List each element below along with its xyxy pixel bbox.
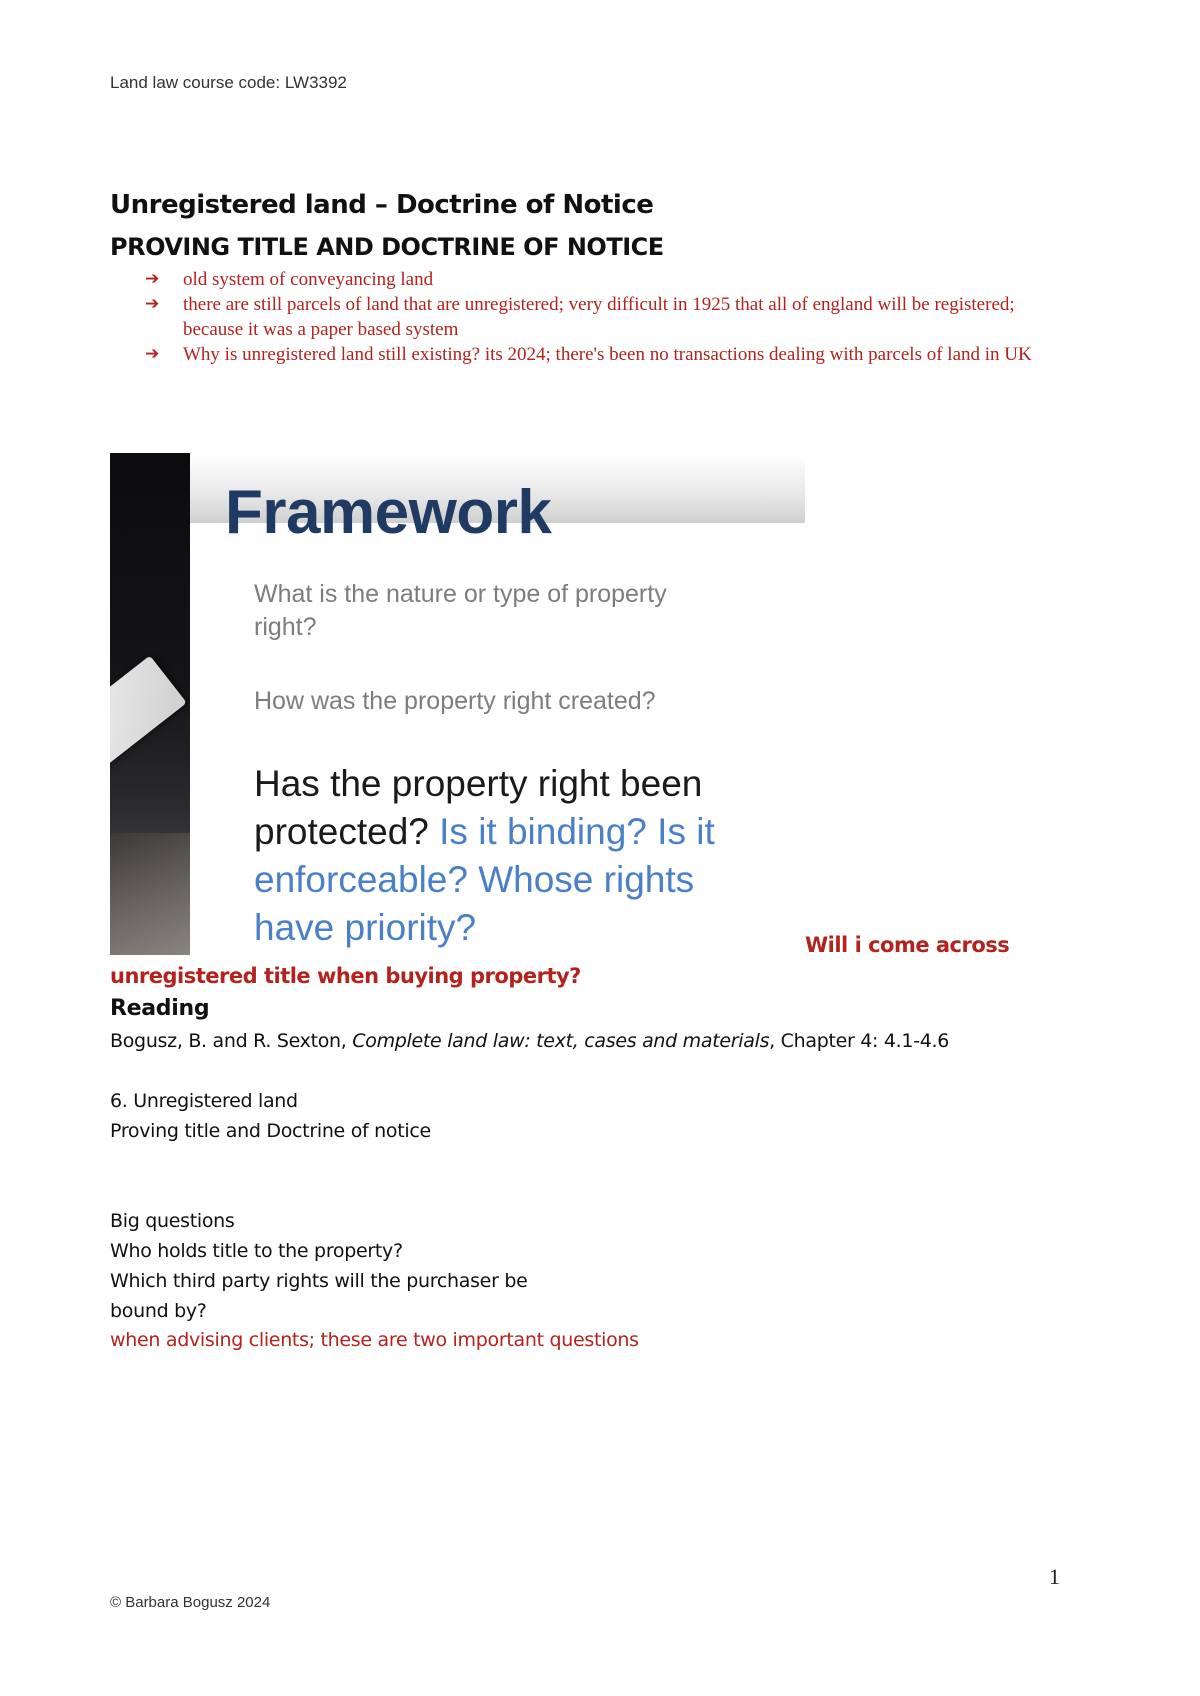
slide-question-protection-highlight: Is it binding? Is it enforceable? Whose rights have priority? (254, 811, 715, 948)
course-header: Land law course code: LW3392 (110, 73, 347, 92)
notes-list (145, 267, 1075, 367)
right-arrow-icon: ➔ (145, 344, 160, 364)
slide-title: Framework (225, 478, 552, 547)
fabric-shape (110, 833, 190, 955)
page-number: 1 (1049, 1564, 1060, 1589)
list-item-text: old system of conveyancing land (183, 269, 434, 290)
big-question-rights: Which third party rights will the purchaser be (110, 1270, 528, 1292)
book-shape (110, 655, 187, 770)
advice-note: when advising clients; these are two important questions (110, 1329, 639, 1351)
framework-slide-image (110, 453, 805, 955)
annotation-note-end: unregistered title when buying property? (110, 964, 581, 988)
slide-question-protection (254, 760, 774, 952)
list-item (145, 292, 1075, 342)
book-photo (110, 453, 190, 955)
big-question-rights-cont: bound by? (110, 1300, 207, 1322)
topic-number: 6. Unregistered land (110, 1090, 298, 1112)
slide-question-creation: How was the property right created? (254, 687, 656, 715)
list-item (145, 342, 1075, 367)
big-question-title: Who holds title to the property? (110, 1240, 403, 1262)
list-item (145, 267, 1075, 292)
list-item-text: there are still parcels of land that are unregistered; very difficult in 1925 that all of england will be registered; because it was a paper based system (183, 294, 1015, 340)
copyright-footer: © Barbara Bogusz 2024 (110, 1594, 271, 1611)
right-arrow-icon: ➔ (145, 294, 160, 314)
big-questions-heading: Big questions (110, 1210, 235, 1232)
right-arrow-icon: ➔ (145, 269, 160, 289)
reading-chapter: , Chapter 4: 4.1-4.6 (769, 1030, 950, 1052)
list-item-text: Why is unregistered land still existing? its 2024; there's been no transactions dealing with parcels of land in UK (183, 344, 1032, 365)
slide-question-nature: What is the nature or type of property right? (254, 580, 667, 641)
annotation-note-start: Will i come across (805, 933, 1010, 957)
reading-heading: Reading (110, 996, 210, 1021)
topic-name: Proving title and Doctrine of notice (110, 1120, 431, 1142)
reading-reference (110, 1030, 949, 1052)
reading-authors: Bogusz, B. and R. Sexton, (110, 1030, 353, 1052)
page-subtitle: PROVING TITLE AND DOCTRINE OF NOTICE (110, 233, 664, 261)
reading-book-title: Complete land law: text, cases and materials (352, 1030, 770, 1052)
slide-question-protection-main: Has the property right been protected? (254, 763, 703, 852)
page-title: Unregistered land – Doctrine of Notice (110, 190, 654, 220)
